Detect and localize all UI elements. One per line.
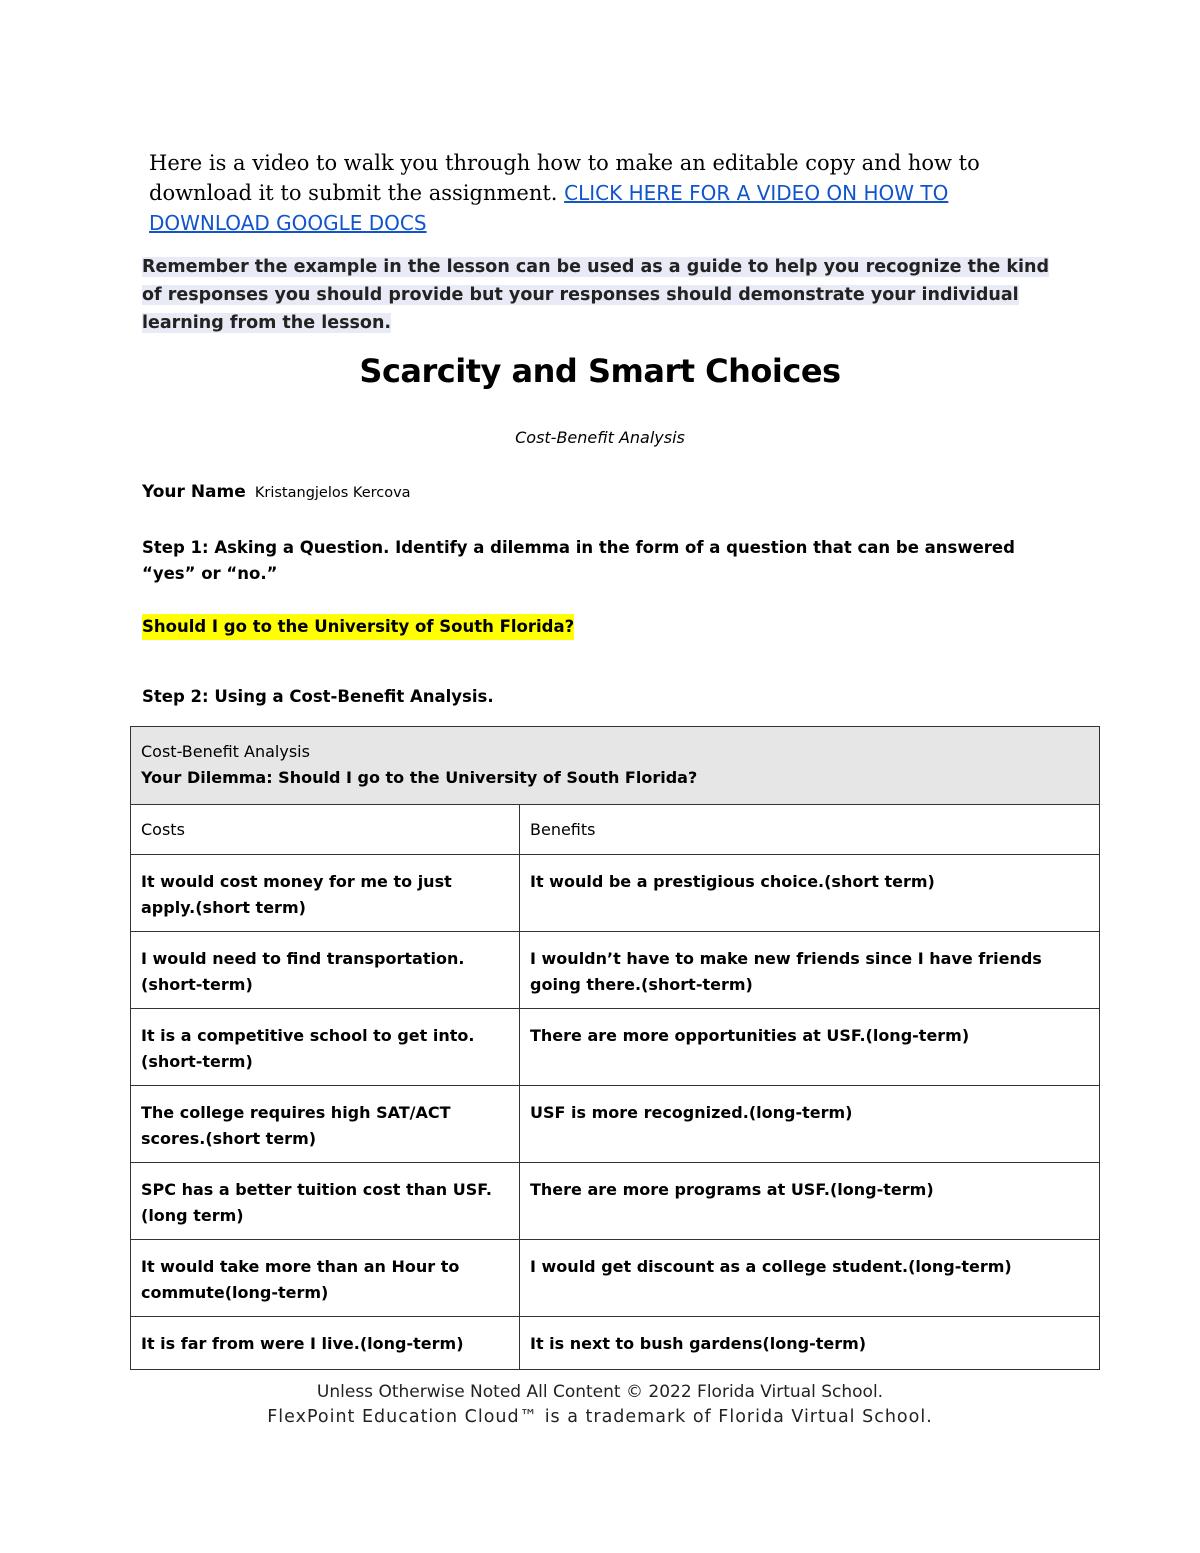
table-row bbox=[131, 855, 1100, 932]
name-line bbox=[142, 482, 411, 502]
benefit-cell: USF is more recognized.(long-term) bbox=[520, 1086, 1100, 1163]
table-header-title: Cost-Benefit Analysis bbox=[141, 742, 310, 761]
intro-paragraph bbox=[149, 148, 1069, 238]
table-header-dilemma: Your Dilemma: Should I go to the University of South Florida? bbox=[141, 768, 698, 787]
benefit-cell: It is next to bush gardens(long-term) bbox=[520, 1317, 1100, 1370]
cost-cell: It is a competitive school to get into.(short-term) bbox=[131, 1009, 520, 1086]
cost-cell: It would cost money for me to just apply.(short term) bbox=[131, 855, 520, 932]
table-row bbox=[131, 1086, 1100, 1163]
page-title: Scarcity and Smart Choices bbox=[359, 352, 841, 390]
reminder-text: Remember the example in the lesson can be used as a guide to help you recognize the kind of responses you should provide but your responses should demonstrate your individual learning from the lesson. bbox=[142, 257, 1050, 333]
trademark-text: FlexPoint Education Cloud™ is a trademark of Florida Virtual School. bbox=[267, 1407, 933, 1427]
name-label: Your Name bbox=[142, 482, 246, 502]
table-row bbox=[131, 1240, 1100, 1317]
benefit-cell: I would get discount as a college student.(long-term) bbox=[520, 1240, 1100, 1317]
video-link[interactable]: CLICK HERE FOR A VIDEO ON HOW TO DOWNLOAD GOOGLE DOCS bbox=[149, 181, 949, 235]
cost-cell: It would take more than an Hour to commute(long-term) bbox=[131, 1240, 520, 1317]
benefit-cell: There are more opportunities at USF.(long-term) bbox=[520, 1009, 1100, 1086]
table-row bbox=[131, 1317, 1100, 1370]
reminder-note bbox=[142, 253, 1052, 337]
benefit-cell: I wouldn’t have to make new friends since I have friends going there.(short-term) bbox=[520, 932, 1100, 1009]
step2-prompt: Step 2: Using a Cost-Benefit Analysis. bbox=[142, 687, 494, 706]
cost-benefit-table bbox=[130, 726, 1100, 1370]
intro-text: Here is a video to walk you through how to make an editable copy and how to download it to submit the assignment. bbox=[149, 151, 980, 205]
benefits-column-header: Benefits bbox=[520, 805, 1100, 855]
table-header-row bbox=[131, 727, 1100, 805]
cost-cell: The college requires high SAT/ACT scores.(short term) bbox=[131, 1086, 520, 1163]
copyright-text: Unless Otherwise Noted All Content © 2022 Florida Virtual School. bbox=[316, 1382, 884, 1402]
page-footer bbox=[0, 1380, 1200, 1430]
table-row bbox=[131, 1009, 1100, 1086]
dilemma-question: Should I go to the University of South Florida? bbox=[142, 614, 574, 640]
cost-cell: It is far from were I live.(long-term) bbox=[131, 1317, 520, 1370]
costs-column-header: Costs bbox=[131, 805, 520, 855]
table-row bbox=[131, 932, 1100, 1009]
page-subtitle: Cost-Benefit Analysis bbox=[515, 428, 685, 447]
step1-prompt: Step 1: Asking a Question. Identify a dilemma in the form of a question that can be answered “yes” or “no.” bbox=[142, 538, 1015, 583]
table-header-cell bbox=[131, 727, 1100, 805]
table-row bbox=[131, 1163, 1100, 1240]
benefit-cell: There are more programs at USF.(long-term) bbox=[520, 1163, 1100, 1240]
cost-cell: SPC has a better tuition cost than USF.(long term) bbox=[131, 1163, 520, 1240]
column-header-row bbox=[131, 805, 1100, 855]
name-value: Kristangjelos Kercova bbox=[254, 485, 411, 501]
cost-cell: I would need to find transportation.(short-term) bbox=[131, 932, 520, 1009]
benefit-cell: It would be a prestigious choice.(short term) bbox=[520, 855, 1100, 932]
